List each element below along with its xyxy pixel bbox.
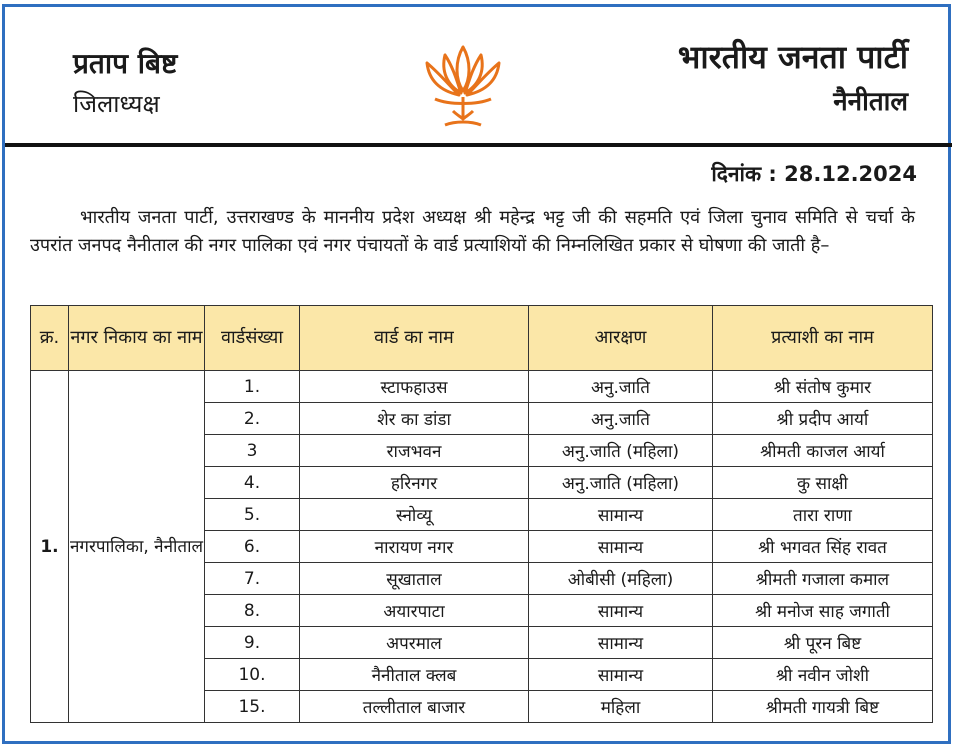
ward-number-cell: 3 xyxy=(205,435,300,467)
header-left xyxy=(73,47,177,119)
col-header-ward-name: वार्ड का नाम xyxy=(300,306,529,371)
serial-cell: 1. xyxy=(31,371,69,723)
reservation-cell: अनु.जाति xyxy=(529,403,713,435)
president-role: जिलाध्यक्ष xyxy=(73,90,160,118)
candidate-cell: श्री मनोज साह जगाती xyxy=(713,595,933,627)
ward-number-cell: 2. xyxy=(205,403,300,435)
ward-number-cell: 6. xyxy=(205,531,300,563)
reservation-cell: ओबीसी (महिला) xyxy=(529,563,713,595)
ward-name-cell: राजभवन xyxy=(300,435,529,467)
ward-name-cell: अयारपाटा xyxy=(300,595,529,627)
table-header-row xyxy=(31,306,933,371)
ward-name-cell: स्नोव्यू xyxy=(300,499,529,531)
reservation-cell: अनु.जाति xyxy=(529,371,713,403)
col-header-body: नगर निकाय का नाम xyxy=(69,306,205,371)
ward-name-cell: तल्लीताल बाजार xyxy=(300,691,529,723)
city-name: नैनीताल xyxy=(833,87,908,117)
table-row xyxy=(31,371,933,403)
ward-name-cell: अपरमाल xyxy=(300,627,529,659)
reservation-cell: सामान्य xyxy=(529,627,713,659)
col-header-reservation: आरक्षण xyxy=(529,306,713,371)
candidate-cell: तारा राणा xyxy=(713,499,933,531)
candidate-cell: श्रीमती गजाला कमाल xyxy=(713,563,933,595)
candidate-cell: श्रीमती गायत्री बिष्ट xyxy=(713,691,933,723)
reservation-cell: सामान्य xyxy=(529,499,713,531)
candidate-cell: श्रीमती काजल आर्या xyxy=(713,435,933,467)
ward-number-cell: 7. xyxy=(205,563,300,595)
header-divider xyxy=(5,143,952,147)
ward-name-cell: नारायण नगर xyxy=(300,531,529,563)
ward-number-cell: 4. xyxy=(205,467,300,499)
reservation-cell: महिला xyxy=(529,691,713,723)
intro-paragraph: भारतीय जनता पार्टी, उत्तराखण्ड के माननीय प्रदेश अध्यक्ष श्री महेन्द्र भट्ट जी की सहमति एवं जिला चुनाव समिति से चर्चा के उपरांत जनपद नैनीताल की नगर पालिका एवं नगर पंचायतों के वार्ड प्रत्याशियों की निम्नलिखित प्रकार से घोषणा की जाती है– xyxy=(30,207,915,256)
candidate-cell: श्री भगवत सिंह रावत xyxy=(713,531,933,563)
ward-name-cell: शेर का डांडा xyxy=(300,403,529,435)
header-right xyxy=(678,37,908,119)
candidate-table xyxy=(30,305,933,723)
ward-number-cell: 5. xyxy=(205,499,300,531)
ward-number-cell: 9. xyxy=(205,627,300,659)
reservation-cell: सामान्य xyxy=(529,659,713,691)
reservation-cell: सामान्य xyxy=(529,595,713,627)
col-header-ward-no: वार्डसंख्या xyxy=(205,306,300,371)
ward-name-cell: स्टाफहाउस xyxy=(300,371,529,403)
reservation-cell: अनु.जाति (महिला) xyxy=(529,435,713,467)
candidate-cell: श्री पूरन बिष्ट xyxy=(713,627,933,659)
ward-name-cell: हरिनगर xyxy=(300,467,529,499)
party-name: भारतीय जनता पार्टी xyxy=(677,38,908,76)
date-line: दिनांक : 28.12.2024 xyxy=(711,162,917,186)
reservation-cell: सामान्य xyxy=(529,531,713,563)
ward-name-cell: नैनीताल क्लब xyxy=(300,659,529,691)
ward-number-cell: 1. xyxy=(205,371,300,403)
ward-number-cell: 15. xyxy=(205,691,300,723)
candidate-cell: कु साक्षी xyxy=(713,467,933,499)
col-header-candidate: प्रत्याशी का नाम xyxy=(713,306,933,371)
ward-name-cell: सूखाताल xyxy=(300,563,529,595)
candidate-cell: श्री संतोष कुमार xyxy=(713,371,933,403)
civic-body-cell: नगरपालिका, नैनीताल xyxy=(69,371,205,723)
reservation-cell: अनु.जाति (महिला) xyxy=(529,467,713,499)
ward-number-cell: 8. xyxy=(205,595,300,627)
lotus-icon xyxy=(415,41,511,133)
table-body xyxy=(31,371,933,723)
col-header-serial: क्र. xyxy=(31,306,69,371)
ward-number-cell: 10. xyxy=(205,659,300,691)
president-name: प्रताप बिष्ट xyxy=(73,47,178,80)
candidate-cell: श्री प्रदीप आर्या xyxy=(713,403,933,435)
candidate-cell: श्री नवीन जोशी xyxy=(713,659,933,691)
